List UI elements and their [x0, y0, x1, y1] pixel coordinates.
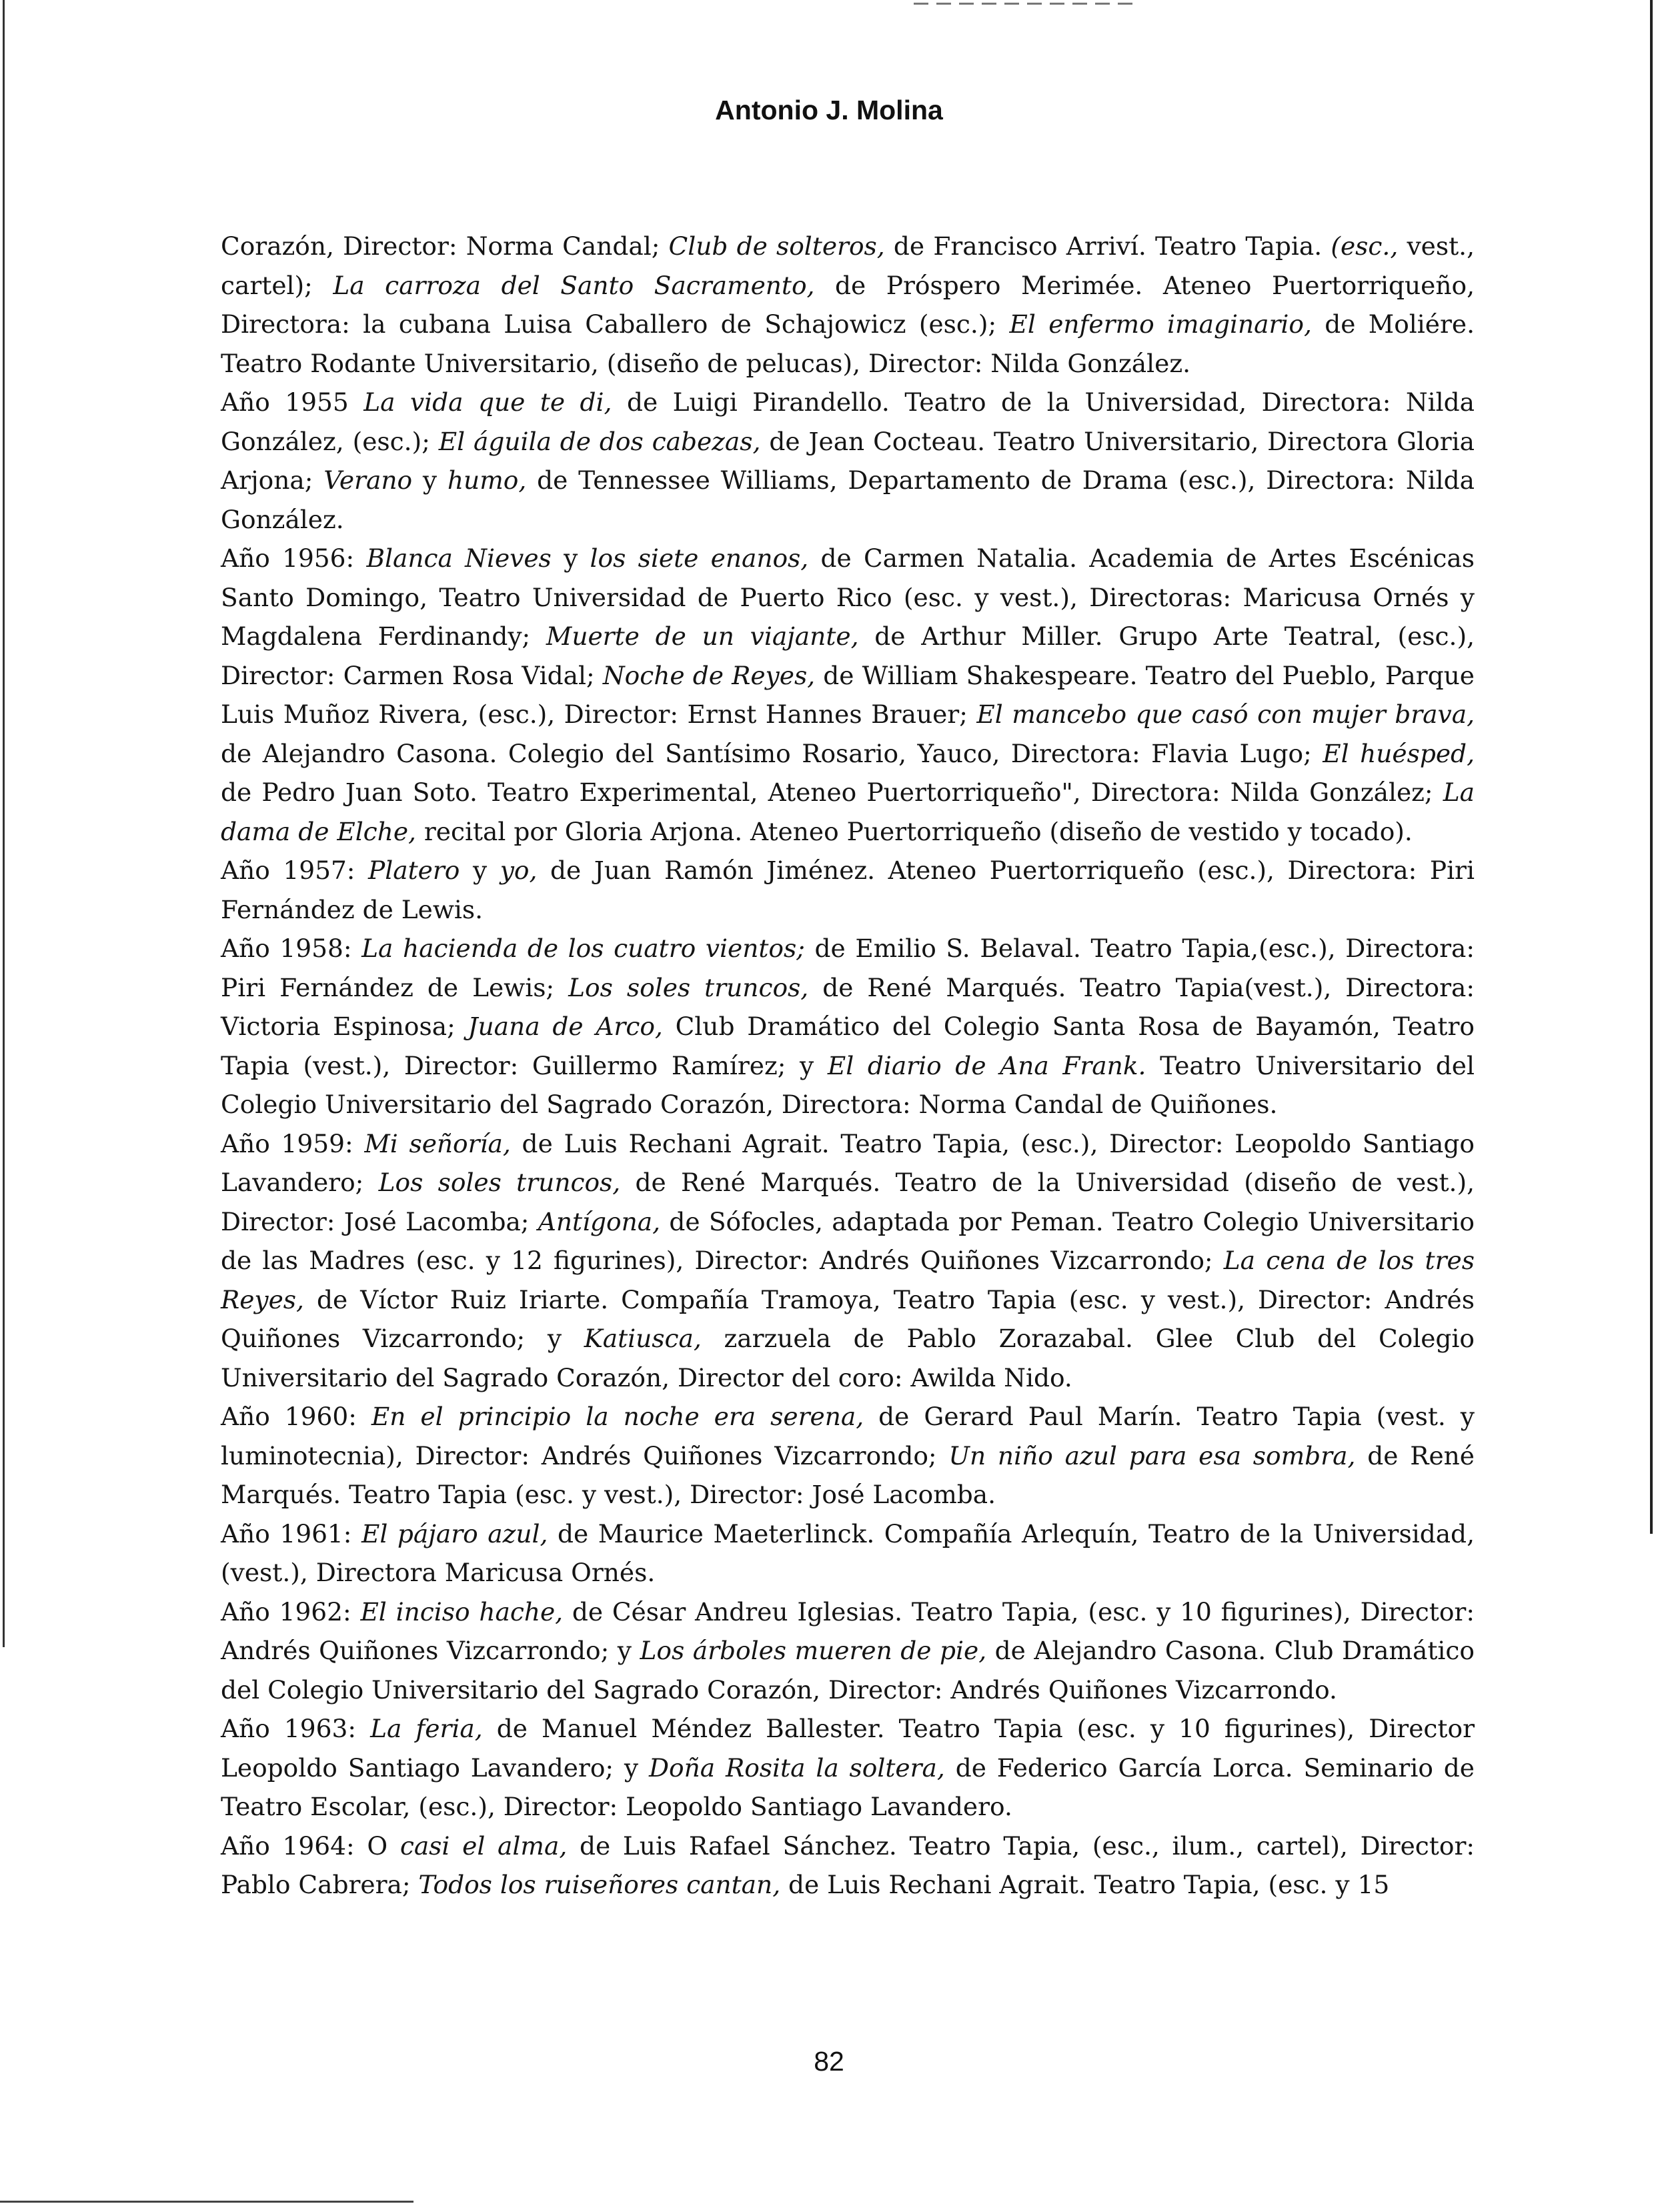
text-run: vest., cartel); — [221, 231, 1475, 300]
text-run: de Luis Rechani Agrait. Teatro Tapia, (esc. y 15 — [780, 1870, 1390, 1899]
text-run: de Maurice Maeterlinck. Compañía Arlequín, Teatro de la Universidad, (vest.), Directora Maricusa Ornés. — [221, 1518, 1475, 1587]
text-run: de Luis Rafael Sánchez. Teatro Tapia, (esc., ilum., cartel), Director: Pablo Cabrera; — [221, 1831, 1475, 1899]
work-title: En el principio la noche era serena, — [371, 1402, 864, 1431]
page-number: 82 — [814, 2046, 844, 2077]
text-run: de René Marqués. Teatro Tapia(vest.), Directora: Victoria Espinosa; — [221, 972, 1475, 1041]
work-title: Los árboles mueren de pie, — [640, 1636, 987, 1665]
work-title: Muerte de un viajante, — [546, 622, 859, 651]
work-title: El pájaro azul, — [361, 1518, 548, 1548]
text-run: Año 1958: — [221, 934, 362, 963]
body-text — [221, 227, 1475, 1905]
entry-paragraph — [221, 1397, 1475, 1514]
work-title: Los soles truncos, — [378, 1168, 621, 1197]
scan-artifact-bottom — [0, 2201, 413, 2203]
text-run: de Emilio S. Belaval. Teatro Tapia,(esc.), Directora: Piri Fernández de Lewis; — [221, 934, 1475, 1002]
work-title: El mancebo que casó con mujer brava, — [976, 700, 1475, 729]
work-title: Los soles truncos, — [568, 972, 809, 1002]
text-run: zarzuela de Pablo Zorazabal. Glee Club del Colegio Universitario del Sagrado Corazón, Director del coro: Awilda Nido. — [221, 1324, 1475, 1392]
work-title: Platero — [368, 856, 460, 885]
entry-paragraph — [221, 1124, 1475, 1398]
work-title: Mi señoría, — [364, 1128, 511, 1158]
text-run: Teatro Universitario del Colegio Universitario del Sagrado Corazón, Directora: Norma Candal de Quiñones. — [221, 1050, 1475, 1119]
text-run: Año 1960: — [221, 1402, 371, 1431]
work-title: La hacienda de los cuatro vientos; — [361, 934, 805, 963]
work-title: humo, — [447, 465, 527, 495]
work-title: El enfermo imaginario, — [1009, 309, 1312, 339]
running-head: Antonio J. Molina — [715, 95, 943, 125]
work-title: Juana de Arco, — [468, 1012, 663, 1041]
text-run: de Alejandro Casona. Colegio del Santísimo Rosario, Yauco, Directora: Flavia Lugo; — [221, 738, 1323, 768]
work-title: El águila de dos cabezas, — [438, 426, 761, 456]
work-title: Todos los ruiseñores cantan, — [418, 1870, 781, 1899]
work-title: Katiusca, — [584, 1324, 702, 1353]
entry-paragraph — [221, 851, 1475, 929]
text-run: de Carmen Natalia. Academia de Artes Escénicas Santo Domingo, Teatro Universidad de Puerto Rico (esc. y vest.), Directoras: Maricusa Ornés y Magdalena Ferdinandy; — [221, 543, 1475, 651]
work-title: La cena de los tres Reyes, — [221, 1246, 1475, 1314]
text-run: Año 1961: — [221, 1518, 361, 1548]
text-run: Año 1957: — [221, 856, 369, 885]
work-title: Noche de Reyes, — [602, 660, 816, 690]
text-run: de René Marqués. Teatro Tapia (esc. y vest.), Director: José Lacomba. — [221, 1440, 1475, 1509]
text-run: de Jean Cocteau. Teatro Universitario, Directora Gloria Arjona; — [221, 426, 1475, 495]
text-run: de Alejandro Casona. Club Dramático del Colegio Universitario del Sagrado Corazón, Director: Andrés Quiñones Vizcarrondo. — [221, 1636, 1475, 1705]
text-run: de César Andreu Iglesias. Teatro Tapia, (esc. y 10 figurines), Director: Andrés Quiñones Vizcarrondo; y — [221, 1596, 1475, 1665]
text-run: Año 1962: — [221, 1596, 361, 1626]
text-run: de Manuel Méndez Ballester. Teatro Tapia (esc. y 10 figurines), Director Leopoldo Santiago Lavandero; y — [221, 1714, 1475, 1783]
work-title: (esc., — [1331, 231, 1399, 261]
text-run: y — [412, 465, 448, 495]
work-title: El inciso hache, — [360, 1596, 564, 1626]
work-title: Verano — [323, 465, 413, 495]
text-run: Año 1956: — [221, 543, 367, 573]
text-run: de Pedro Juan Soto. Teatro Experimental, Ateneo Puertorriqueño", Directora: Nilda González; — [221, 778, 1443, 807]
work-title: Antígona, — [538, 1206, 661, 1236]
text-run: Año 1964: O — [221, 1831, 400, 1861]
entry-paragraph — [221, 1592, 1475, 1710]
entry-paragraph — [221, 1709, 1475, 1827]
text-run: Corazón, Director: Norma Candal; — [221, 231, 669, 261]
work-title: El huésped, — [1323, 738, 1475, 768]
text-run: de Francisco Arriví. Teatro Tapia. — [884, 231, 1331, 261]
work-title: La vida que te di, — [363, 387, 612, 417]
entry-paragraph — [221, 1514, 1475, 1592]
entry-paragraph — [221, 539, 1475, 851]
text-run: de Luis Rechani Agrait. Teatro Tapia, (esc.), Director: Leopoldo Santiago Lavandero; — [221, 1128, 1475, 1197]
text-run: de Luigi Pirandello. Teatro de la Universidad, Directora: Nilda González, (esc.); — [221, 387, 1475, 456]
text-run: Año 1963: — [221, 1714, 371, 1743]
work-title: Un niño azul para esa sombra, — [948, 1440, 1356, 1470]
text-run: y — [551, 543, 590, 573]
text-run: de Federico García Lorca. Seminario de Teatro Escolar, (esc.), Director: Leopoldo Santiago Lavandero. — [221, 1753, 1475, 1821]
work-title: Club de solteros, — [668, 231, 885, 261]
text-run: Año 1959: — [221, 1128, 365, 1158]
text-run: de William Shakespeare. Teatro del Pueblo, Parque Luis Muñoz Rivera, (esc.), Director: Ernst Hannes Brauer; — [221, 660, 1475, 729]
work-title: Doña Rosita la soltera, — [648, 1753, 945, 1783]
scan-artifact-top — [914, 3, 1140, 5]
entry-paragraph — [221, 383, 1475, 539]
text-run: de Moliére. Teatro Rodante Universitario, (diseño de pelucas), Director: Nilda González. — [221, 309, 1475, 378]
work-title: Blanca Nieves — [366, 543, 552, 573]
text-run: de René Marqués. Teatro de la Universidad (diseño de vest.), Director: José Lacomba; — [221, 1168, 1475, 1236]
entry-paragraph — [221, 929, 1475, 1124]
text-run: recital por Gloria Arjona. Ateneo Puertorriqueño (diseño de vestido y tocado). — [416, 816, 1413, 846]
text-run: Año 1955 — [221, 387, 364, 417]
work-title: yo, — [500, 856, 538, 885]
entry-paragraph — [221, 1827, 1475, 1905]
work-title: los siete enanos, — [590, 543, 809, 573]
entry-paragraph — [221, 227, 1475, 383]
text-run: y — [460, 856, 500, 885]
work-title: La dama de Elche, — [221, 778, 1475, 846]
text-run: de Juan Ramón Jiménez. Ateneo Puertorriqueño (esc.), Directora: Piri Fernández de Lewis. — [221, 856, 1475, 924]
text-run: Club Dramático del Colegio Santa Rosa de Bayamón, Teatro Tapia (vest.), Director: Guillermo Ramírez; y — [221, 1012, 1475, 1080]
text-run: de Arthur Miller. Grupo Arte Teatral, (esc.), Director: Carmen Rosa Vidal; — [221, 622, 1475, 690]
text-run: de Tennessee Williams, Departamento de Drama (esc.), Directora: Nilda González. — [221, 465, 1475, 534]
text-run: de Víctor Ruiz Iriarte. Compañía Tramoya, Teatro Tapia (esc. y vest.), Director: Andrés Quiñones Vizcarrondo; y — [221, 1284, 1475, 1353]
work-title: La carroza del Santo Sacramento, — [333, 270, 815, 300]
work-title: El diario de Ana Frank. — [827, 1050, 1146, 1080]
scan-edge-left — [3, 0, 5, 1647]
text-run: de Próspero Merimée. Ateneo Puertorriqueño, Directora: la cubana Luisa Caballero de Schajowicz (esc.); — [221, 270, 1475, 339]
work-title: casi el alma, — [399, 1831, 568, 1861]
work-title: La feria, — [370, 1714, 483, 1743]
text-run: de Gerard Paul Marín. Teatro Tapia (vest. y luminotecnia), Director: Andrés Quiñones Vizcarrondo; — [221, 1402, 1475, 1470]
scan-edge-right — [1650, 0, 1653, 1534]
text-run: de Sófocles, adaptada por Peman. Teatro Colegio Universitario de las Madres (esc. y 12 figurines), Director: Andrés Quiñones Vizcarrondo; — [221, 1206, 1475, 1275]
